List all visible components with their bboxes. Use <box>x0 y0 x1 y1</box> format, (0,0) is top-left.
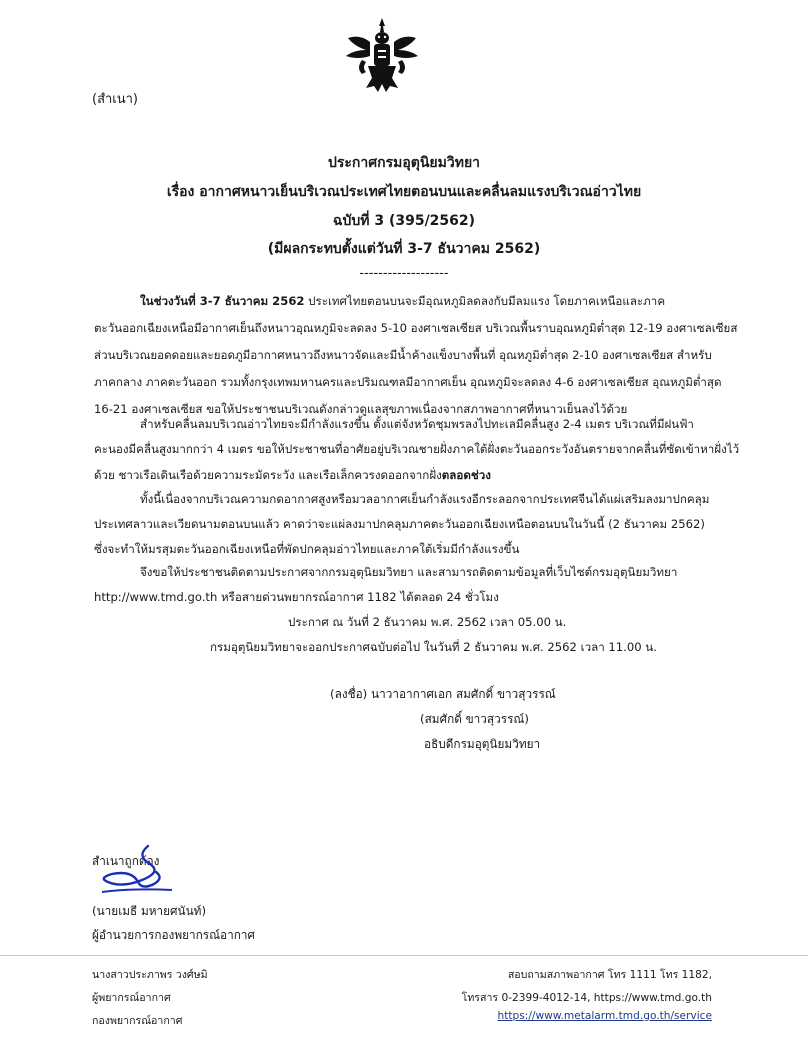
p2-line-3 <box>94 467 491 485</box>
p2-line-1: สำหรับคลื่นลมบริเวณอ่าวไทยจะมีกำลังแรงขึ้น ตั้งแต่จังหวัดชุมพรลงไปทะเลมีคลื่นสูง 2-4 เมตร บริเวณที่มีฝนฟ้า <box>140 417 694 431</box>
p1-line-1-rest: ประเทศไทยตอนบนจะมีอุณหภูมิลดลงกับมีลมแรง โดยภาคเหนือและภาค <box>304 294 666 308</box>
p2-line-3-bold: ตลอดช่วง <box>441 468 491 482</box>
footer-service-link[interactable]: https://www.metalarm.tmd.go.th/service <box>497 1010 712 1022</box>
footer-right-2: โทรสาร 0-2399-4012-14, https://www.tmd.go.th <box>461 992 712 1004</box>
announce-date: ประกาศ ณ วันที่ 2 ธันวาคม พ.ศ. 2562 เวลา 05.00 น. <box>288 615 567 629</box>
handwritten-signature-icon <box>92 842 178 898</box>
footer-left-1: นางสาวประภาพร วงศ์ษมิ <box>92 969 208 981</box>
p1-line-4: ภาคกลาง ภาคตะวันออก รวมทั้งกรุงเทพมหานครและปริมณฑลมีอากาศเย็น อุณหภูมิจะลดลง 4-6 องศาเซลเซียส อุณหภูมิต่ำสุด <box>94 375 722 389</box>
p4-line-1: จึงขอให้ประชาชนติดตามประกาศจากกรมอุตุนิยมวิทยา และสามารถติดตามข้อมูลที่เว็บไซต์กรมอุตุนิยมวิทยา <box>140 565 678 579</box>
certify-label: สำเนาถูกต้อง <box>92 854 160 868</box>
p4-line-2: http://www.tmd.go.th หรือสายด่วนพยากรณ์อากาศ 1182 ได้ตลอด 24 ชั่วโมง <box>94 590 499 604</box>
p3-line-3: ซึ่งจะทำให้มรสุมตะวันออกเฉียงเหนือที่พัดปกคลุมอ่าวไทยและภาคใต้เริ่มมีกำลังแรงขึ้น <box>94 542 520 556</box>
separator: ------------------- <box>359 266 449 281</box>
p1-lead: ในช่วงวันที่ 3-7 ธันวาคม 2562 <box>140 294 305 308</box>
p3-line-2: ประเทศลาวและเวียดนามตอนบนแล้ว คาดว่าจะแผ่ลงมาปกคลุมภาคตะวันออกเฉียงเหนือตอนบนในวันนี้ (2 ธันวาคม 2562) <box>94 517 705 531</box>
effective-dates: (มีผลกระทบตั้งแต่วันที่ 3-7 ธันวาคม 2562) <box>267 241 541 257</box>
footer-left-3: กองพยากรณ์อากาศ <box>92 1015 183 1027</box>
certify-name: (นายเมธี มหายศนันท์) <box>92 904 207 918</box>
p1-line-1 <box>140 293 665 311</box>
p1-line-2: ตะวันออกเฉียงเหนือมีอากาศเย็นถึงหนาวอุณหภูมิจะลดลง 5-10 องศาเซลเซียส บริเวณพื้นราบอุณหภูมิต่ำสุด 12-19 องศาเซลเซียส <box>94 321 738 335</box>
p2-line-2: คะนองมีคลื่นสูงมากกว่า 4 เมตร ขอให้ประชาชนที่อาศัยอยู่บริเวณชายฝั่งภาคใต้ฝั่งตะวันออกระวังอันตรายจากคลื่นที่ซัดเข้าหาฝั่งไว้ <box>94 442 740 456</box>
signature-signed: (ลงชื่อ) นาวาอากาศเอก สมศักดิ์ ขาวสุวรรณ์ <box>330 687 556 701</box>
signature-position: อธิบดีกรมอุตุนิยมวิทยา <box>424 737 541 751</box>
p1-line-5: 16-21 องศาเซลเซียส ขอให้ประชาชนบริเวณดังกล่าวดูแลสุขภาพเนื่องจากสภาพอากาศที่หนาวเย็นลงไว้ด้วย <box>94 402 628 416</box>
p1-line-3: ส่วนบริเวณยอดดอยและยอดภูมีอากาศหนาวถึงหนาวจัดและมีน้ำค้างแข็งบางพื้นที่ อุณหภูมิต่ำสุด 2-10 องศาเซลเซียส สำหรับ <box>94 348 712 362</box>
certify-position: ผู้อำนวยการกองพยากรณ์อากาศ <box>92 928 256 942</box>
copy-mark: (สำเนา) <box>92 92 139 107</box>
garuda-emblem-icon <box>340 16 424 96</box>
footer-divider <box>0 955 808 956</box>
signature-name: (สมศักดิ์ ขาวสุวรรณ์) <box>420 712 529 726</box>
p3-line-1: ทั้งนี้เนื่องจากบริเวณความกดอากาศสูงหรือมวลอากาศเย็นกำลังแรงอีกระลอกจากประเทศจีนได้แผ่เสริมลงมาปกคลุม <box>140 492 710 506</box>
p2-line-3-main: ด้วย ชาวเรือเดินเรือด้วยความระมัดระวัง และเรือเล็กควรงดออกจากฝั่ง <box>94 468 442 482</box>
next-announcement: กรมอุตุนิยมวิทยาจะออกประกาศฉบับต่อไป ในวันที่ 2 ธันวาคม พ.ศ. 2562 เวลา 11.00 น. <box>210 640 657 654</box>
org-title: ประกาศกรมอุตุนิยมวิทยา <box>327 155 481 171</box>
subject-title: เรื่อง อากาศหนาวเย็นบริเวณประเทศไทยตอนบนและคลื่นลมแรงบริเวณอ่าวไทย <box>166 184 642 200</box>
issue-number: ฉบับที่ 3 (395/2562) <box>332 213 476 229</box>
footer-left-2: ผู้พยากรณ์อากาศ <box>92 992 171 1004</box>
footer-right-1: สอบถามสภาพอากาศ โทร 1111 โทร 1182, <box>507 969 712 981</box>
